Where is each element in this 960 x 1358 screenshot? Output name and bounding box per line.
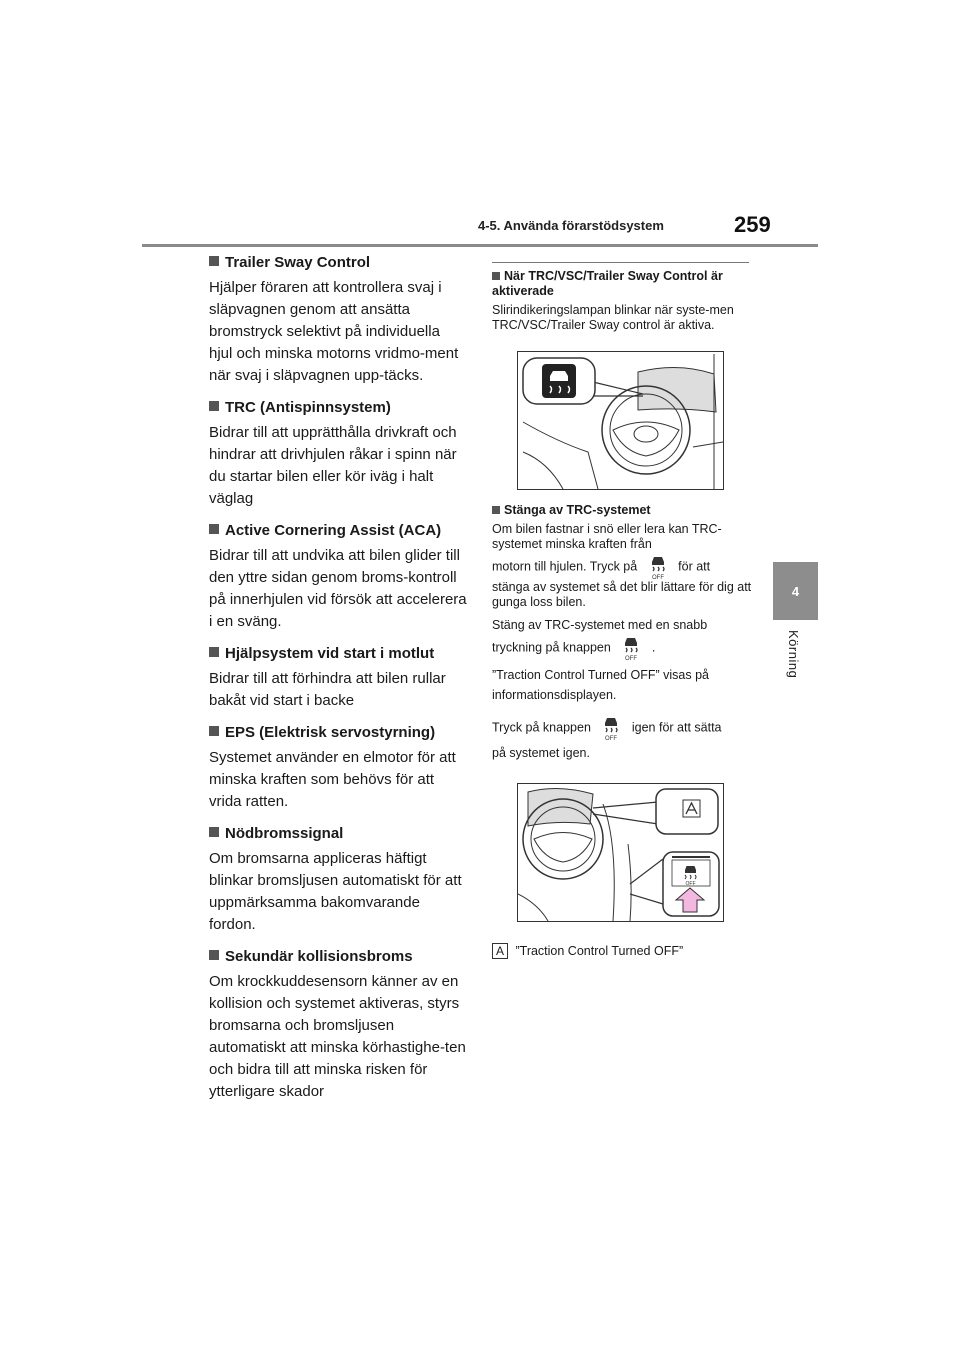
subsection-text: motorn till hjulen. Tryck på (492, 559, 638, 574)
bullet-square-icon (209, 401, 219, 411)
section-heading: Nödbromssignal (225, 825, 344, 842)
subsection-text: ”Traction Control Turned OFF” visas på informationsdisplayen. (492, 668, 709, 702)
section-trailer-sway (209, 252, 467, 387)
section-text: Om krockkuddesensorn känner av en kollision och systemet aktiveras, styrs bromsarna och bromsljusen automatiskt att minska körhastighe-ten och bidra till att minska risken för ytterligare skador (209, 973, 466, 1100)
section-heading: TRC (Antispinnsystem) (225, 399, 391, 416)
subsection-text: för att (678, 559, 711, 574)
callout-text: ”Traction Control Turned OFF” (515, 944, 684, 958)
subsection-text: Tryck på knappen (492, 720, 591, 735)
subsection-text: Stäng av TRC-systemet med en snabb (492, 618, 708, 632)
bullet-square-icon (209, 256, 219, 266)
trc-off-button-icon[interactable] (600, 715, 622, 741)
icon-text: OFF (651, 575, 664, 580)
trc-off-button-icon[interactable] (647, 554, 669, 580)
section-aca (209, 520, 467, 633)
section-text: Bidrar till att förhindra att bilen rullar bakåt vid start i backe (209, 670, 446, 709)
section-heading: EPS (Elektrisk servostyrning) (225, 724, 436, 741)
divider (492, 262, 749, 263)
subsection-text: tryckning på knappen (492, 640, 611, 655)
bullet-square-icon (209, 726, 219, 736)
section-heading: Trailer Sway Control (225, 254, 371, 271)
header-divider (142, 244, 818, 247)
subsection-text: Om bilen fastnar i snö eller lera kan TRC-systemet minska kraften från (492, 522, 722, 551)
section-title: 4-5. Använda förarstödsystem (478, 218, 664, 233)
section-text: Systemet använder en elmotor för att minska kraften som behövs för att vrida ratten. (209, 749, 456, 810)
section-heading: Active Cornering Assist (ACA) (225, 522, 442, 539)
subsection-text: på systemet igen. (492, 746, 590, 760)
section-text: Bidrar till att upprätthålla drivkraft och hindrar att drivhjulen råkar i spinn när du startar bilen eller kör iväg i halt väglag (209, 424, 457, 507)
section-secondary-collision-brake (209, 946, 467, 1103)
chapter-name: Körning (786, 630, 801, 679)
slip-indicator-figure (517, 351, 724, 490)
bullet-square-icon (209, 827, 219, 837)
right-column (492, 262, 754, 967)
subsection-text: igen för att sätta (631, 720, 722, 735)
bullet-square-icon (492, 272, 500, 280)
section-text: Hjälper föraren att kontrollera svaj i släpvagnen genom att ansätta bromstryck selektivt på individuella hjul och minska motorns vridmo-ment när svaj i släpvagnen upp-täcks. (209, 279, 459, 384)
subsection-text: . (651, 640, 656, 655)
section-eps (209, 722, 467, 813)
section-hill-start (209, 643, 467, 712)
icon-text: OFF (605, 736, 618, 741)
subsection-heading: När TRC/VSC/Trailer Sway Control är aktiverade (492, 269, 723, 298)
bullet-square-icon (209, 647, 219, 657)
section-emergency-brake-signal (209, 823, 467, 936)
left-column (209, 252, 467, 1113)
section-text: Bidrar till att undvika att bilen glider till den yttre sidan genom broms-kontroll på innerhjulen vid försök att accelerera i en sväng. (209, 547, 467, 630)
icon-text: OFF (685, 881, 696, 887)
bullet-square-icon (492, 506, 500, 514)
trc-off-button-icon[interactable] (620, 635, 642, 661)
section-trc (209, 397, 467, 510)
section-text: Om bromsarna appliceras häftigt blinkar bromsljusen automatiskt för att uppmärksamma bakomvarande fordon. (209, 850, 462, 933)
bullet-square-icon (209, 524, 219, 534)
page-number: 259 (734, 212, 771, 237)
subsection-text: stänga av systemet så det blir lättare för dig att gunga loss bilen. (492, 580, 752, 609)
callout-label: A (492, 943, 508, 959)
bullet-square-icon (209, 950, 219, 960)
subsection-text: Slirindikeringslampan blinkar när syste-men TRC/VSC/Trailer Sway control är aktiva. (492, 303, 734, 332)
trc-off-button-figure (517, 783, 724, 922)
chapter-tab[interactable]: 4 (773, 562, 818, 620)
section-heading: Hjälpsystem vid start i motlut (225, 645, 435, 662)
section-heading: Sekundär kollisionsbroms (225, 948, 413, 965)
icon-text: OFF (625, 656, 638, 661)
subsection-heading: Stänga av TRC-systemet (504, 503, 651, 517)
